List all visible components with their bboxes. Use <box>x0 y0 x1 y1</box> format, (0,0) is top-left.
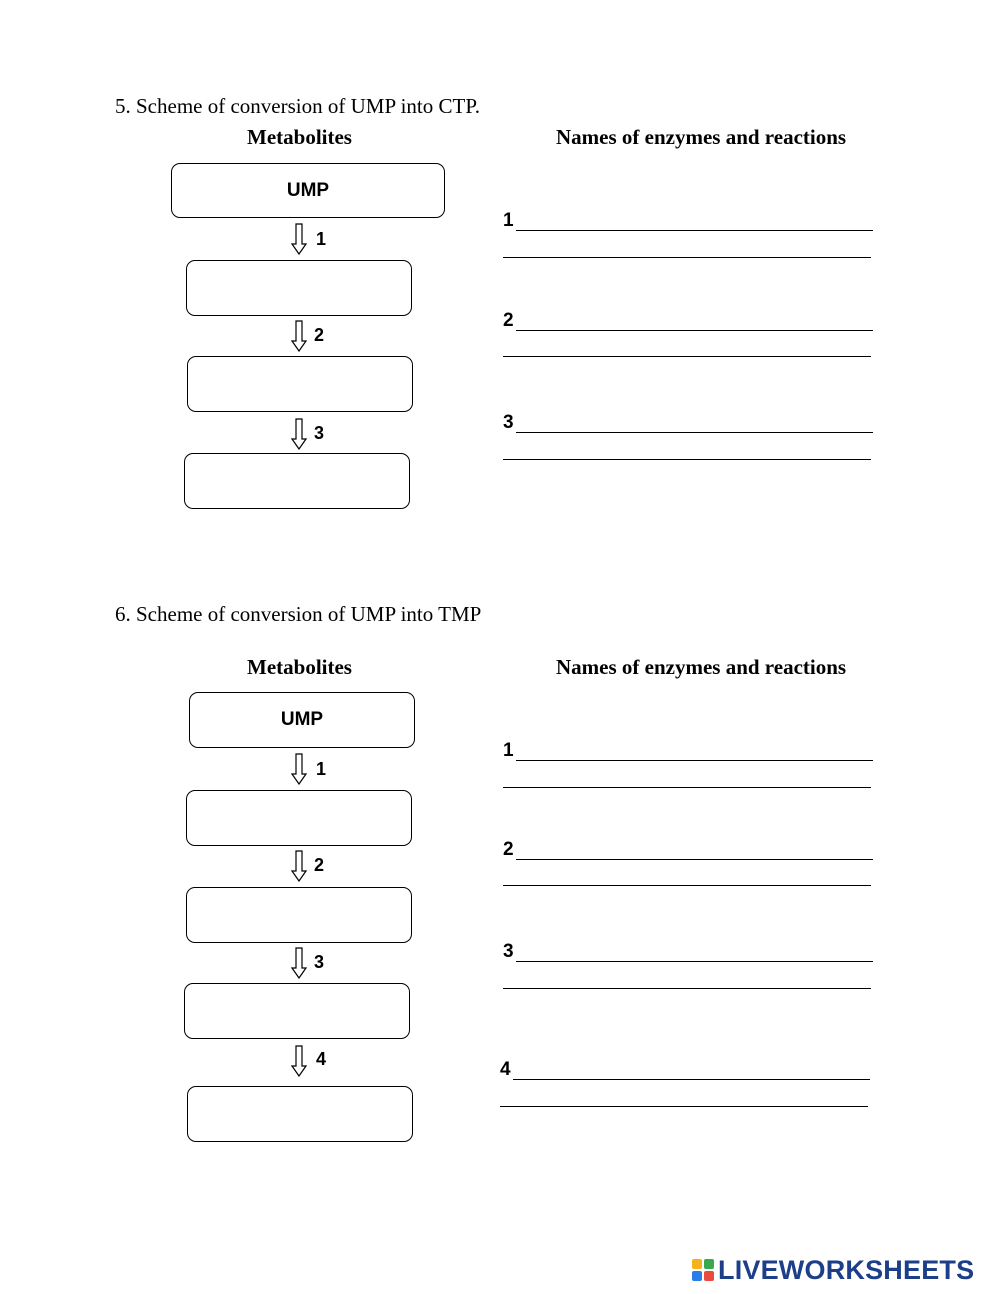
section5-answer-3-number: 3 <box>503 412 514 433</box>
section5-step-1-number: 1 <box>316 229 327 249</box>
section6-answer-1-number: 1 <box>503 740 514 761</box>
liveworksheets-logo <box>692 1253 974 1287</box>
section6-answer-2-line-a[interactable] <box>516 859 873 860</box>
down-arrow-icon <box>291 223 307 255</box>
down-arrow-icon <box>291 320 307 352</box>
section6-answer-4-number: 4 <box>500 1059 511 1080</box>
section6-metabolite-box-4[interactable] <box>187 1086 413 1142</box>
liveworksheets-logo-text: LIVEWORKSHEETS <box>718 1254 975 1285</box>
section6-step-1-number: 1 <box>316 759 327 779</box>
logo-square-icon <box>692 1259 702 1269</box>
section5-answer-2-number: 2 <box>503 310 514 331</box>
section6-enzymes-heading: Names of enzymes and reactions <box>556 655 847 679</box>
section5-metabolite-box-3[interactable] <box>184 453 410 509</box>
section5-answer-3-line-b[interactable] <box>503 459 871 460</box>
section5-title: 5. Scheme of conversion of UMP into CTP. <box>115 94 480 118</box>
section6-answer-3-line-a[interactable] <box>516 961 873 962</box>
logo-square-icon <box>692 1271 702 1281</box>
section5-enzymes-heading: Names of enzymes and reactions <box>556 125 847 149</box>
section6-ump-box: UMP <box>189 692 415 748</box>
section6-answer-2-line-b[interactable] <box>503 885 871 886</box>
section6-metabolite-box-1[interactable] <box>186 790 412 846</box>
logo-square-icon <box>704 1271 714 1281</box>
down-arrow-icon <box>291 418 307 450</box>
section6-metabolite-box-3[interactable] <box>184 983 410 1039</box>
down-arrow-icon <box>291 947 307 979</box>
down-arrow-icon <box>291 850 307 882</box>
down-arrow-icon <box>291 753 307 785</box>
section5-metabolite-box-2[interactable] <box>187 356 413 412</box>
section5-metabolite-box-1[interactable] <box>186 260 412 316</box>
section5-metabolites-heading: Metabolites <box>247 125 352 149</box>
section6-answer-1-line-a[interactable] <box>516 760 873 761</box>
section6-answer-2-number: 2 <box>503 839 514 860</box>
section5-step-3-number: 3 <box>314 423 325 443</box>
section6-step-3-number: 3 <box>314 952 325 972</box>
liveworksheets-logo-icon <box>692 1259 714 1281</box>
section5-answer-3-line-a[interactable] <box>516 432 873 433</box>
section5-answer-1-line-b[interactable] <box>503 257 871 258</box>
logo-square-icon <box>704 1259 714 1269</box>
section6-answer-1-line-b[interactable] <box>503 787 871 788</box>
section5-answer-2-line-b[interactable] <box>503 356 871 357</box>
section6-metabolite-box-2[interactable] <box>186 887 412 943</box>
section5-answer-1-line-a[interactable] <box>516 230 873 231</box>
section6-answer-4-line-b[interactable] <box>500 1106 868 1107</box>
section5-ump-box: UMP <box>171 163 445 218</box>
section6-answer-3-line-b[interactable] <box>503 988 871 989</box>
section6-metabolites-heading: Metabolites <box>247 655 352 679</box>
section5-step-2-number: 2 <box>314 325 325 345</box>
section6-answer-4-line-a[interactable] <box>513 1079 870 1080</box>
down-arrow-icon <box>291 1045 307 1077</box>
section5-answer-1-number: 1 <box>503 210 514 231</box>
section5-answer-2-line-a[interactable] <box>516 330 873 331</box>
section6-title: 6. Scheme of conversion of UMP into TMP <box>115 602 482 626</box>
section6-step-2-number: 2 <box>314 855 325 875</box>
section6-step-4-number: 4 <box>316 1049 327 1069</box>
section6-answer-3-number: 3 <box>503 941 514 962</box>
